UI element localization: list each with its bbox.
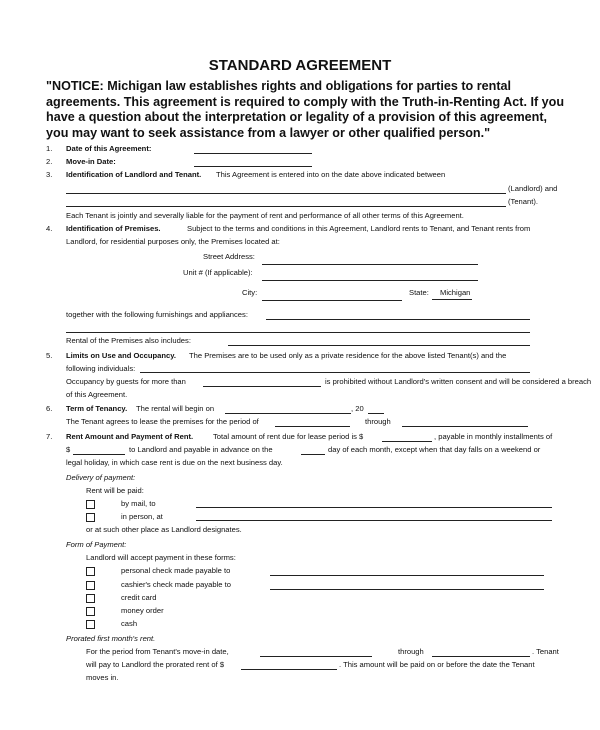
day-of-month-text: day of each month, except when that day falls on a weekend or	[328, 445, 541, 454]
monthly-installments-text: , payable in monthly installments of	[434, 432, 553, 441]
item-number: 2.	[46, 157, 53, 166]
rent-amount-heading: Rent Amount and Payment of Rent.	[66, 432, 194, 441]
mail-address-field[interactable]	[196, 507, 552, 508]
in-person-label: in person, at	[121, 512, 163, 521]
use-occupancy-heading: Limits on Use and Occupancy.	[66, 351, 176, 360]
monthly-rent-field[interactable]	[73, 454, 125, 455]
term-tenancy-heading: Term of Tenancy.	[66, 404, 128, 413]
state-value: Michigan	[440, 288, 471, 297]
accept-payment-label: Landlord will accept payment in these forms:	[86, 553, 236, 562]
cashiers-check-payee-field[interactable]	[270, 589, 544, 590]
rental-begin-text: The rental will begin on	[136, 404, 215, 413]
city-field[interactable]	[262, 300, 402, 301]
other-place-text: or at such other place as Landlord designates.	[86, 525, 242, 534]
prorated-tenant-text: . Tenant	[532, 647, 559, 656]
notice-paragraph: "NOTICE: Michigan law establishes rights and obligations for parties to rental agreements. This agreement is required to comply with the Truth-in-Renting Act. If you have a question about the interpretation or legality of a provision of this agreement, you may want to seek assistance from a lawyer or other qualified person."	[46, 79, 565, 140]
cash-label: cash	[121, 619, 138, 628]
cashiers-check-label: cashier's check made payable to	[121, 580, 231, 589]
unit-field[interactable]	[262, 280, 478, 281]
item-number: 5.	[46, 351, 53, 360]
joint-liability-text: Each Tenant is jointly and severally liable for the payment of rent and performance of all other terms of this Agreement.	[66, 211, 464, 220]
rental-includes-field[interactable]	[228, 345, 530, 346]
use-occupancy-text: The Premises are to be used only as a private residence for the above listed Tenant(s) and the	[189, 351, 507, 360]
landlord-tenant-heading: Identification of Landlord and Tenant.	[66, 170, 202, 179]
unit-label: Unit # (If applicable):	[183, 268, 253, 277]
premises-heading: Identification of Premises.	[66, 224, 161, 233]
state-label: State:	[409, 288, 429, 297]
personal-check-label: personal check made payable to	[121, 566, 231, 575]
occupancy-consent-text: is prohibited without Landlord's written consent and will be considered a breach	[325, 377, 592, 386]
legal-holiday-text: legal holiday, in which case rent is due on the next business day.	[66, 458, 283, 467]
prorated-through-field[interactable]	[432, 656, 530, 657]
item-number: 3.	[46, 170, 53, 179]
following-individuals-label: following individuals:	[66, 364, 136, 373]
total-rent-text: Total amount of rent due for lease period is $	[213, 432, 364, 441]
lease-period-text: The Tenant agrees to lease the premises for the period of	[66, 417, 259, 426]
breach-text: of this Agreement.	[66, 390, 128, 399]
street-address-field[interactable]	[262, 264, 478, 265]
tenant-label: (Tenant).	[508, 197, 538, 206]
item-number: 4.	[46, 224, 53, 233]
credit-card-checkbox[interactable]	[86, 594, 95, 603]
lease-from-field[interactable]	[275, 426, 350, 427]
state-field[interactable]	[432, 299, 472, 300]
year-prefix: , 20	[351, 404, 364, 413]
premises-text-2: Landlord, for residential purposes only, the Premises located at:	[66, 237, 280, 246]
delivery-heading: Delivery of payment:	[66, 473, 136, 482]
individuals-field[interactable]	[140, 372, 530, 373]
dollar-sign: $	[66, 445, 71, 454]
personal-check-payee-field[interactable]	[270, 575, 544, 576]
by-mail-label: by mail, to	[121, 499, 156, 508]
premises-text: Subject to the terms and conditions in this Agreement, Landlord rents to Tenant, and Tenant rents from	[187, 224, 531, 233]
move-in-date-field[interactable]	[194, 166, 312, 167]
tenant-name-field[interactable]	[66, 206, 506, 207]
money-order-checkbox[interactable]	[86, 607, 95, 616]
due-day-field[interactable]	[301, 454, 325, 455]
moves-in-text: moves in.	[86, 673, 119, 682]
landlord-tenant-text: This Agreement is entered into on the date above indicated between	[216, 170, 446, 179]
form-payment-heading: Form of Payment:	[66, 540, 127, 549]
in-person-checkbox[interactable]	[86, 513, 95, 522]
begin-year-field[interactable]	[368, 413, 384, 414]
prorated-rent-text: will pay to Landlord the prorated rent of $	[86, 660, 225, 669]
city-label: City:	[242, 288, 258, 297]
landlord-name-field[interactable]	[66, 193, 506, 194]
page-title: STANDARD AGREEMENT	[208, 57, 392, 74]
occupancy-guests-text: Occupancy by guests for more than	[66, 377, 186, 386]
rental-includes-label: Rental of the Premises also includes:	[66, 336, 191, 345]
rent-paid-label: Rent will be paid:	[86, 486, 144, 495]
prorated-from-field[interactable]	[260, 656, 372, 657]
prorated-period-text: For the period from Tenant's move-in date,	[86, 647, 229, 656]
item-number: 1.	[46, 144, 53, 153]
item-number: 6.	[46, 404, 53, 413]
furnishings-field-2[interactable]	[66, 332, 530, 333]
total-rent-field[interactable]	[382, 441, 432, 442]
cashiers-check-checkbox[interactable]	[86, 581, 95, 590]
date-of-agreement-label: Date of this Agreement:	[66, 144, 152, 153]
date-of-agreement-field[interactable]	[194, 153, 312, 154]
guest-days-field[interactable]	[203, 386, 321, 387]
lease-through-field[interactable]	[402, 426, 528, 427]
person-address-field[interactable]	[196, 520, 552, 521]
prorated-heading: Prorated first month's rent.	[66, 634, 156, 643]
item-number: 7.	[46, 432, 53, 441]
street-address-label: Street Address:	[203, 252, 255, 261]
begin-date-field[interactable]	[225, 413, 351, 414]
prorated-amount-field[interactable]	[241, 669, 337, 670]
prorated-paid-text: . This amount will be paid on or before the date the Tenant	[339, 660, 535, 669]
move-in-date-label: Move-in Date:	[66, 157, 116, 166]
payable-advance-text: to Landlord and payable in advance on the	[129, 445, 273, 454]
landlord-label: (Landlord) and	[508, 184, 558, 193]
prorated-through-label: through	[398, 647, 424, 656]
cash-checkbox[interactable]	[86, 620, 95, 629]
through-label: through	[365, 417, 391, 426]
personal-check-checkbox[interactable]	[86, 567, 95, 576]
furnishings-label: together with the following furnishings and appliances:	[66, 310, 248, 319]
credit-card-label: credit card	[121, 593, 157, 602]
furnishings-field[interactable]	[266, 319, 530, 320]
money-order-label: money order	[121, 606, 164, 615]
by-mail-checkbox[interactable]	[86, 500, 95, 509]
